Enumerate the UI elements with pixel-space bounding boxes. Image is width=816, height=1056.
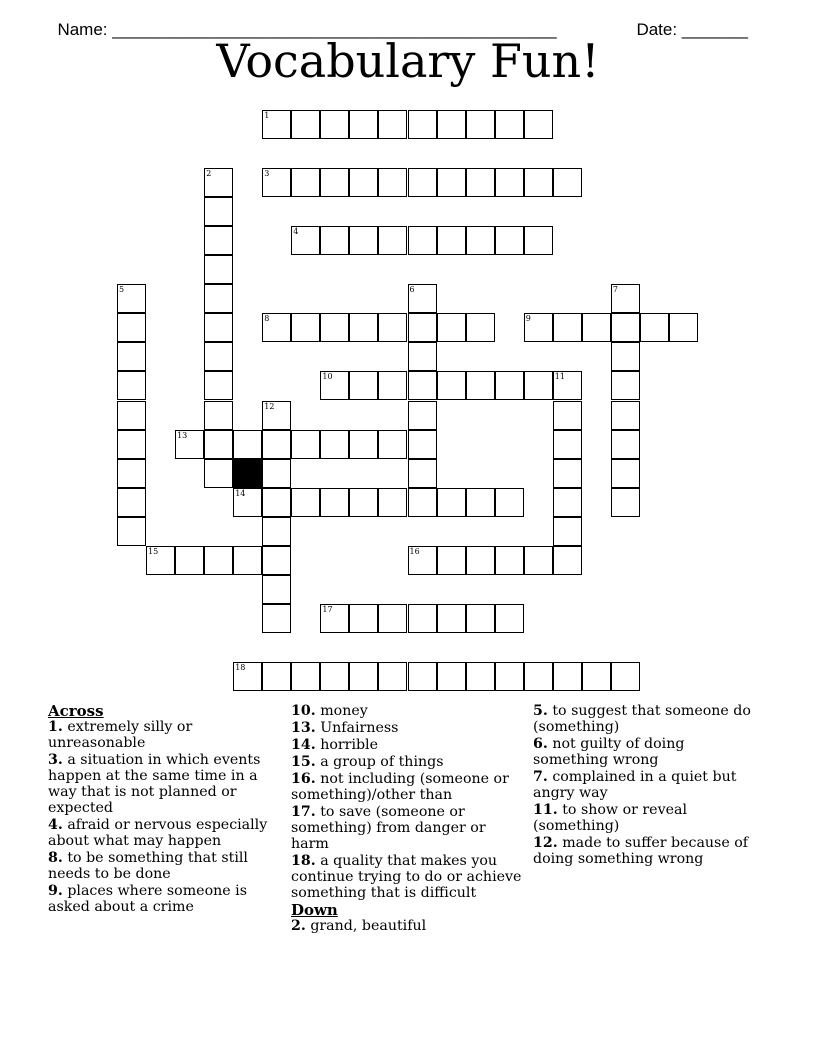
clues-column-2: [291, 703, 527, 935]
grid-cell[interactable]: [204, 197, 233, 226]
clues-column-3: [533, 703, 758, 868]
down-heading: Down: [291, 901, 338, 919]
grid-cell[interactable]: [553, 662, 582, 691]
grid-cell[interactable]: [495, 110, 524, 139]
grid-cell[interactable]: [204, 459, 233, 488]
grid-cell[interactable]: [408, 110, 437, 139]
cell-number: 15: [148, 546, 159, 556]
grid-cell[interactable]: [204, 168, 233, 197]
grid-cell[interactable]: [262, 168, 291, 197]
grid-cell[interactable]: [320, 430, 349, 459]
grid-cell[interactable]: [204, 342, 233, 371]
clue-text: to be something that still needs to be done: [48, 850, 248, 882]
grid-cell[interactable]: [320, 168, 349, 197]
grid-cell[interactable]: [495, 168, 524, 197]
grid-cell[interactable]: [495, 546, 524, 575]
grid-cell[interactable]: [466, 371, 495, 400]
clue-number: 9.: [48, 883, 63, 899]
clue-text: extremely silly or unreasonable: [48, 719, 193, 751]
grid-cell[interactable]: [408, 401, 437, 430]
cell-number: 13: [177, 430, 188, 440]
grid-cell[interactable]: [408, 168, 437, 197]
grid-cell[interactable]: [669, 313, 698, 342]
grid-cell[interactable]: [262, 459, 291, 488]
grid-cell[interactable]: [349, 168, 378, 197]
grid-cell[interactable]: [553, 401, 582, 430]
grid-cell[interactable]: [117, 401, 146, 430]
grid-cell[interactable]: [378, 662, 407, 691]
grid-cell[interactable]: [262, 110, 291, 139]
grid-cell[interactable]: [233, 430, 262, 459]
grid-cell[interactable]: [524, 371, 553, 400]
grid-cell[interactable]: [582, 313, 611, 342]
grid-cell[interactable]: [437, 371, 466, 400]
grid-cell[interactable]: [437, 313, 466, 342]
clue: [291, 754, 527, 770]
clue: [48, 719, 284, 751]
cell-number: 1: [264, 111, 270, 120]
grid-cell[interactable]: [466, 226, 495, 255]
grid-cell[interactable]: [466, 488, 495, 517]
grid-cell[interactable]: [466, 168, 495, 197]
grid-cell[interactable]: [349, 226, 378, 255]
grid-cell[interactable]: [408, 604, 437, 633]
grid-cell[interactable]: [466, 604, 495, 633]
clue-text: to show or reveal (something): [533, 802, 687, 834]
grid-cell[interactable]: [204, 546, 233, 575]
grid-cell[interactable]: [553, 459, 582, 488]
grid-cell[interactable]: [408, 284, 437, 313]
grid-cell[interactable]: [437, 488, 466, 517]
grid-cell[interactable]: [204, 371, 233, 400]
clue-number: 7.: [533, 769, 548, 785]
grid-cell[interactable]: [378, 430, 407, 459]
clue-text: to save (someone or something) from danger or harm: [291, 804, 486, 852]
grid-cell[interactable]: [262, 488, 291, 517]
grid-cell[interactable]: [262, 517, 291, 546]
grid-cell[interactable]: [553, 517, 582, 546]
grid-cell[interactable]: [611, 401, 640, 430]
grid-cell[interactable]: [320, 371, 349, 400]
grid-cell[interactable]: [611, 342, 640, 371]
grid-cell[interactable]: [378, 226, 407, 255]
grid-cell[interactable]: [611, 459, 640, 488]
grid-cell[interactable]: [291, 313, 320, 342]
grid-cell[interactable]: [553, 488, 582, 517]
grid-cell[interactable]: [378, 110, 407, 139]
cell-number: 18: [235, 663, 246, 672]
cell-number: 11: [554, 372, 565, 382]
grid-block: [233, 459, 262, 488]
name-blank[interactable]: _______________________________________________: [112, 20, 557, 39]
grid-cell[interactable]: [291, 488, 320, 517]
grid-cell[interactable]: [437, 226, 466, 255]
grid-cell[interactable]: [437, 110, 466, 139]
clue-text: places where someone is asked about a crime: [48, 883, 247, 915]
grid-cell[interactable]: [553, 168, 582, 197]
name-label: Name:: [57, 20, 113, 39]
grid-cell[interactable]: [378, 604, 407, 633]
grid-cell[interactable]: [262, 575, 291, 604]
clue: [48, 850, 284, 882]
date-blank[interactable]: _______: [681, 20, 748, 39]
clue-number: 18.: [291, 853, 316, 869]
clue: [48, 817, 284, 849]
grid-cell[interactable]: [291, 226, 320, 255]
grid-cell[interactable]: [233, 488, 262, 517]
clue-number: 15.: [291, 754, 316, 770]
clue-text: not including (someone or something)/other than: [291, 771, 509, 803]
grid-cell[interactable]: [553, 313, 582, 342]
grid-cell[interactable]: [262, 313, 291, 342]
grid-cell[interactable]: [378, 168, 407, 197]
grid-cell[interactable]: [524, 168, 553, 197]
clue: [48, 883, 284, 915]
cell-number: 12: [264, 401, 275, 411]
clue-text: a group of things: [315, 754, 444, 770]
clue: [533, 703, 758, 735]
grid-cell[interactable]: [640, 313, 669, 342]
grid-cell[interactable]: [320, 110, 349, 139]
cell-number: 6: [409, 285, 415, 295]
cell-number: 10: [322, 372, 333, 382]
clue: [533, 802, 758, 834]
grid-cell[interactable]: [262, 604, 291, 633]
grid-cell[interactable]: [495, 371, 524, 400]
grid-cell[interactable]: [349, 604, 378, 633]
grid-cell[interactable]: [611, 371, 640, 400]
grid-cell[interactable]: [349, 371, 378, 400]
clue-number: 3.: [48, 752, 63, 768]
grid-cell[interactable]: [466, 110, 495, 139]
grid-cell[interactable]: [524, 546, 553, 575]
grid-cell[interactable]: [175, 430, 204, 459]
grid-cell[interactable]: [117, 430, 146, 459]
grid-cell[interactable]: [408, 313, 437, 342]
grid-cell[interactable]: [437, 604, 466, 633]
grid-cell[interactable]: [204, 284, 233, 313]
cell-number: 14: [235, 488, 246, 498]
grid-cell[interactable]: [117, 371, 146, 400]
grid-cell[interactable]: [437, 546, 466, 575]
grid-cell[interactable]: [466, 546, 495, 575]
clue-number: 6.: [533, 736, 548, 752]
grid-cell[interactable]: [349, 313, 378, 342]
clue-number: 1.: [48, 719, 63, 735]
grid-cell[interactable]: [320, 488, 349, 517]
grid-cell[interactable]: [117, 284, 146, 313]
grid-cell[interactable]: [524, 662, 553, 691]
cell-number: 17: [322, 604, 333, 614]
grid-cell[interactable]: [408, 488, 437, 517]
clue: [291, 737, 527, 753]
grid-cell[interactable]: [117, 517, 146, 546]
clue-text: made to suffer because of doing something wrong: [533, 835, 749, 867]
grid-cell[interactable]: [204, 226, 233, 255]
grid-cell[interactable]: [233, 546, 262, 575]
clue-text: grand, beautiful: [305, 918, 427, 934]
grid-cell[interactable]: [553, 371, 582, 400]
cell-number: 2: [206, 169, 212, 179]
grid-cell[interactable]: [466, 662, 495, 691]
clue-text: not guilty of doing something wrong: [533, 736, 685, 768]
clue: [533, 835, 758, 867]
clue: [533, 769, 758, 801]
grid-cell[interactable]: [291, 110, 320, 139]
grid-cell[interactable]: [349, 662, 378, 691]
grid-cell[interactable]: [291, 168, 320, 197]
grid-cell[interactable]: [582, 662, 611, 691]
cell-number: 9: [525, 314, 531, 324]
grid-cell[interactable]: [233, 662, 262, 691]
clue-number: 13.: [291, 720, 316, 736]
grid-cell[interactable]: [524, 313, 553, 342]
grid-cell[interactable]: [320, 604, 349, 633]
clues-column-1: [48, 703, 284, 916]
clue: [291, 703, 527, 719]
grid-cell[interactable]: [611, 313, 640, 342]
clue-number: 17.: [291, 804, 316, 820]
clue-text: afraid or nervous especially about what may happen: [48, 817, 268, 849]
grid-cell[interactable]: [495, 226, 524, 255]
clue-text: Unfairness: [315, 720, 399, 736]
grid-cell[interactable]: [204, 430, 233, 459]
grid-cell[interactable]: [611, 488, 640, 517]
grid-cell[interactable]: [495, 488, 524, 517]
grid-cell[interactable]: [408, 371, 437, 400]
grid-cell[interactable]: [408, 430, 437, 459]
grid-cell[interactable]: [262, 401, 291, 430]
grid-cell[interactable]: [117, 313, 146, 342]
grid-cell[interactable]: [553, 546, 582, 575]
clue-number: 8.: [48, 850, 63, 866]
grid-cell[interactable]: [378, 371, 407, 400]
grid-cell[interactable]: [117, 342, 146, 371]
clue: [291, 720, 527, 736]
clue-text: complained in a quiet but angry way: [533, 769, 737, 801]
grid-cell[interactable]: [437, 662, 466, 691]
grid-cell[interactable]: [262, 546, 291, 575]
grid-cell[interactable]: [611, 662, 640, 691]
cell-number: 3: [264, 169, 270, 179]
grid-cell[interactable]: [146, 546, 175, 575]
across-heading: Across: [48, 702, 104, 720]
clue-text: a situation in which events happen at the same time in a way that is not planned or expected: [48, 752, 261, 816]
grid-cell[interactable]: [378, 488, 407, 517]
clue-number: 5.: [533, 703, 548, 719]
grid-cell[interactable]: [320, 313, 349, 342]
clue-text: horrible: [315, 737, 378, 753]
grid-cell[interactable]: [204, 313, 233, 342]
grid-cell[interactable]: [611, 284, 640, 313]
grid-cell[interactable]: [408, 662, 437, 691]
clue-number: 11.: [533, 802, 558, 818]
grid-cell[interactable]: [553, 430, 582, 459]
clue: [291, 853, 527, 901]
grid-cell[interactable]: [408, 342, 437, 371]
grid-cell[interactable]: [204, 255, 233, 284]
grid-cell[interactable]: [291, 430, 320, 459]
clue: [291, 918, 527, 934]
grid-cell[interactable]: [349, 430, 378, 459]
cell-number: 4: [293, 227, 299, 237]
grid-cell[interactable]: [524, 110, 553, 139]
clue-number: 12.: [533, 835, 558, 851]
grid-cell[interactable]: [175, 546, 204, 575]
grid-cell[interactable]: [408, 546, 437, 575]
clue-number: 2.: [291, 918, 306, 934]
clue: [48, 752, 284, 816]
clue-number: 4.: [48, 817, 63, 833]
grid-cell[interactable]: [408, 459, 437, 488]
grid-cell[interactable]: [349, 110, 378, 139]
grid-cell[interactable]: [408, 226, 437, 255]
cell-number: 7: [612, 285, 618, 295]
date-label: Date:: [636, 20, 682, 39]
clue: [291, 771, 527, 803]
clue-number: 14.: [291, 737, 316, 753]
clue-text: to suggest that someone do (something): [533, 703, 751, 735]
cell-number: 16: [409, 546, 420, 556]
grid-cell[interactable]: [495, 604, 524, 633]
page-title: Vocabulary Fun!: [216, 34, 600, 88]
clue: [533, 736, 758, 768]
clue-number: 16.: [291, 771, 316, 787]
clue: [291, 804, 527, 852]
grid-cell[interactable]: [204, 401, 233, 430]
grid-cell[interactable]: [262, 662, 291, 691]
grid-cell[interactable]: [495, 662, 524, 691]
grid-cell[interactable]: [320, 662, 349, 691]
grid-cell[interactable]: [320, 226, 349, 255]
grid-cell[interactable]: [611, 430, 640, 459]
grid-cell[interactable]: [262, 430, 291, 459]
cell-number: 5: [119, 285, 125, 295]
grid-cell[interactable]: [349, 488, 378, 517]
grid-cell[interactable]: [117, 459, 146, 488]
clue-text: money: [315, 703, 368, 719]
grid-cell[interactable]: [437, 168, 466, 197]
clue-text: a quality that makes you continue trying to do or achieve something that is difficult: [291, 853, 522, 901]
clue-number: 10.: [291, 703, 316, 719]
grid-cell[interactable]: [291, 662, 320, 691]
grid-cell[interactable]: [117, 488, 146, 517]
grid-cell[interactable]: [466, 313, 495, 342]
cell-number: 8: [264, 314, 270, 324]
grid-cell[interactable]: [524, 226, 553, 255]
grid-cell[interactable]: [378, 313, 407, 342]
